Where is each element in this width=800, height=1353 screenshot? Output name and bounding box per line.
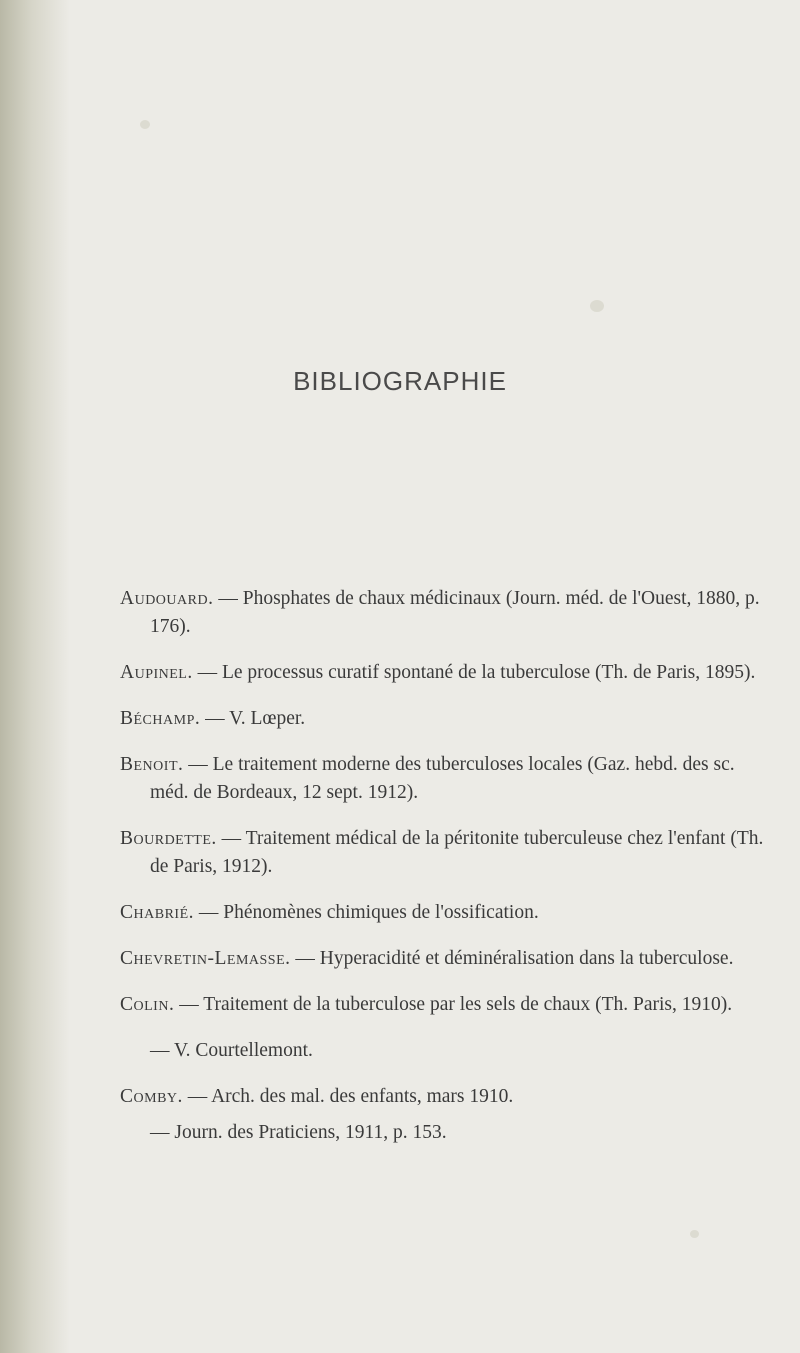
bibliography-entry: [120, 705, 770, 733]
bibliography-subentry: [120, 1037, 770, 1065]
paper-stain: [140, 120, 150, 129]
entry-text: — Phénomènes chimiques de l'ossification.: [194, 902, 539, 923]
entry-author: Benoit.: [120, 754, 184, 775]
bibliography-entry: [120, 945, 770, 973]
entry-text: — Journ. des Praticiens, 1911, p. 153.: [150, 1122, 447, 1143]
paper-stain: [690, 1230, 699, 1238]
entry-author: Audouard.: [120, 588, 214, 609]
entry-author: Chevretin-Lemasse.: [120, 948, 291, 969]
bibliography-list: [120, 585, 770, 1165]
entry-author: Chabrié.: [120, 902, 194, 923]
bibliography-entry: [120, 1083, 770, 1111]
bibliography-entry: [120, 751, 770, 807]
entry-text: — Hyperacidité et déminéralisation dans la tuberculose.: [290, 948, 734, 969]
bibliography-entry: [120, 585, 770, 641]
entry-author: Aupinel.: [120, 662, 193, 683]
entry-text: — Traitement médical de la péritonite tuberculeuse chez l'enfant (Th. de Paris, 1912).: [150, 828, 764, 877]
bibliography-entry: [120, 899, 770, 927]
entry-text: — Traitement de la tuberculose par les sels de chaux (Th. Paris, 1910).: [174, 994, 733, 1015]
page-edge-shadow: [0, 0, 70, 1353]
entry-author: Colin.: [120, 994, 175, 1015]
entry-author: Bourdette.: [120, 828, 217, 849]
entry-author: Béchamp.: [120, 708, 201, 729]
entry-text: — Phosphates de chaux médicinaux (Journ. méd. de l'Ouest, 1880, p. 176).: [150, 588, 760, 637]
bibliography-entry: [120, 825, 770, 881]
entry-text: — Le processus curatif spontané de la tuberculose (Th. de Paris, 1895).: [192, 662, 756, 683]
entry-author: Comby.: [120, 1086, 183, 1107]
bibliography-subentry: [120, 1119, 770, 1147]
bibliography-entry: [120, 991, 770, 1019]
entry-text: — V. Courtellemont.: [150, 1040, 313, 1061]
entry-text: — V. Lœper.: [200, 708, 306, 729]
entry-text: — Le traitement moderne des tuberculoses locales (Gaz. hebd. des sc. méd. de Bordeaux, 12 sept. 1912).: [150, 754, 735, 803]
bibliography-entry: [120, 659, 770, 687]
entry-text: — Arch. des mal. des enfants, mars 1910.: [182, 1086, 514, 1107]
page-title: BIBLIOGRAPHIE: [293, 366, 507, 396]
paper-stain: [590, 300, 604, 312]
